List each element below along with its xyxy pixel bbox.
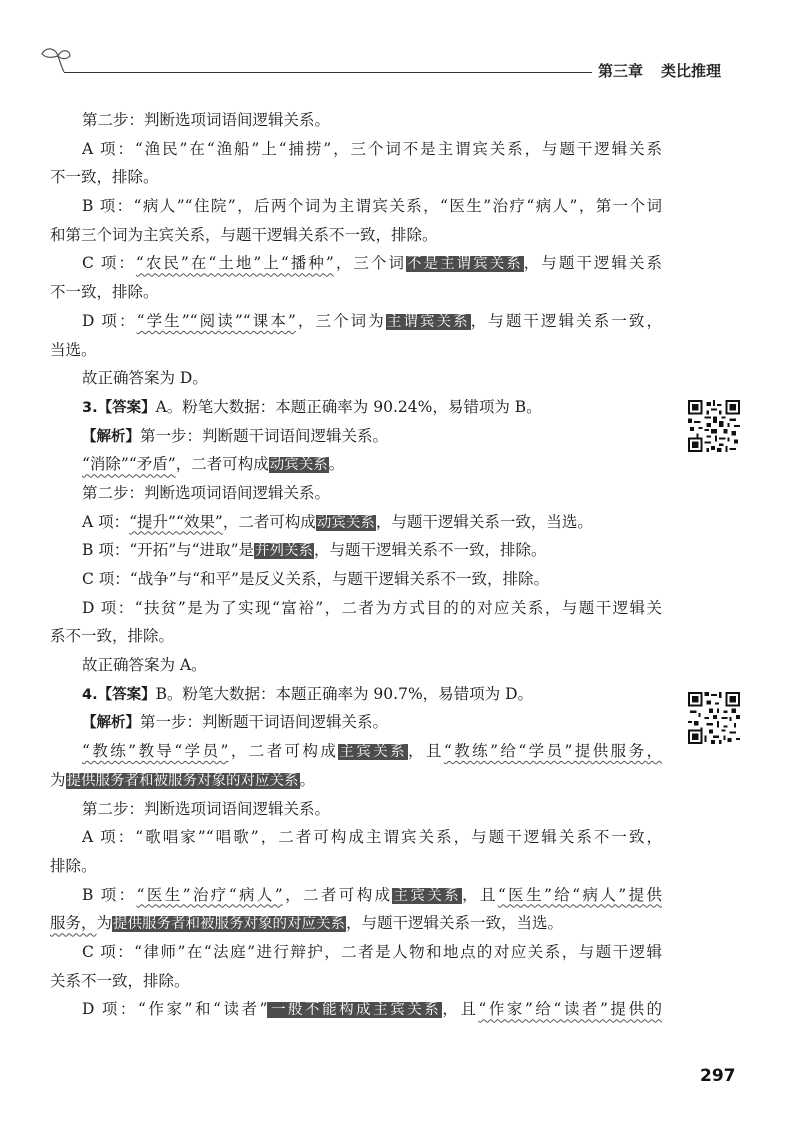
text-line [50,450,662,479]
wavy-underlined-text: “作家”给“读者”提供的 [478,1000,662,1019]
text-run: B 项：“开拓”与“进取”是 [82,541,255,560]
text-run: ，三个词 [333,254,407,273]
wavy-underlined-text: “学生”“阅读”“课本” [136,311,296,330]
qr-code-icon[interactable] [688,692,740,744]
text-run: ，二者可构成 [228,742,339,761]
text-line [50,221,662,250]
wavy-underlined-text: “消除”“矛盾” [82,455,176,474]
text-run: 为 [50,770,66,789]
text-run: 不一致，排除。 [50,168,159,187]
text-run: 当选。 [50,340,97,359]
wavy-underlined-text: “农民”在“土地”上“播种” [135,254,334,273]
bold-label: 【解析】 [82,428,140,445]
text-run: B 项：“病人”“住院”，后两个词为主谓宾关系，“医生”治疗“病人”，第一个词 [82,197,662,216]
bold-label: 3.【答案】 [82,399,156,416]
text-line [50,565,662,594]
page-header [0,0,800,90]
text-run: D 项：“作家”和“读者” [82,1000,268,1019]
bold-label: 4.【答案】 [82,686,156,703]
text-line [50,364,662,393]
text-line [50,192,662,221]
text-line [50,163,662,192]
text-line [50,967,662,996]
wavy-underlined-text: “教练”给“学员”提供服务， [443,742,662,761]
text-run: 。 [328,455,345,474]
text-run: ，二者可构成 [222,512,316,531]
text-run: 第一步：判断题干词语间逻辑关系。 [140,426,389,445]
text-line [50,135,662,164]
text-run: D 项：“扶贫”是为了实现“富裕”，二者为方式目的的对应关系，与题干逻辑关 [82,598,662,617]
chapter-number: 第三章 [598,62,644,80]
text-line [50,737,662,766]
highlighted-term: 一般不能构成主宾关系 [268,1002,442,1019]
text-run: 和第三个词为主宾关系，与题干逻辑关系不一致，排除。 [50,225,438,244]
highlighted-term: 不是主谓宾关系 [407,256,523,273]
text-run: 第二步：判断选项词语间逻辑关系。 [82,483,331,502]
text-line [50,278,662,307]
wavy-underlined-text: “提升”“效果” [129,512,223,531]
text-run: 为 [96,914,113,933]
text-run: D 项： [82,311,137,330]
text-line [50,249,662,278]
text-run: ，与题干逻辑关系一致， [470,311,662,330]
text-run: ，且 [442,1000,479,1019]
text-run: A。粉笔大数据：本题正确率为 90.24%，易错项为 B。 [155,397,542,416]
text-line [50,106,662,135]
highlighted-term: 主谓宾关系 [386,313,470,330]
text-run: A 项：“渔民”在“渔船”上“捕捞”，三个词不是主谓宾关系，与题干逻辑关系 [82,139,662,158]
text-line [50,336,662,365]
text-run: C 项： [82,254,136,273]
text-run: 。 [299,770,316,789]
wavy-underlined-text: 服务， [50,914,97,933]
text-run: 第一步：判断题干词语间逻辑关系。 [140,713,389,732]
highlighted-term: 提供服务者和被服务对象的对应关系 [113,916,346,933]
text-line [50,852,662,881]
page-number: 297 [700,1066,736,1086]
text-line [50,909,662,938]
highlighted-term: 并列关系 [255,543,314,560]
text-run: ，且 [462,885,498,904]
text-run: 排除。 [50,856,97,875]
text-run: ，与题干逻辑关系不一致，排除。 [314,541,547,560]
text-line [50,307,662,336]
text-run: ，二者可构成 [175,455,269,474]
text-run: ，三个词为 [295,311,386,330]
text-run: A 项： [82,512,130,531]
text-line [50,594,662,623]
text-line [50,938,662,967]
text-run: ，与题干逻辑关系一致，当选。 [375,512,593,531]
text-line [50,508,662,537]
text-line [50,680,662,709]
text-line [50,393,662,422]
chapter-title: 类比推理 [661,62,722,80]
text-line [50,995,662,1024]
wavy-underlined-text: “医生”给“病人”提供 [497,885,662,904]
text-run: ，二者可构成 [282,885,393,904]
text-run: ，与题干逻辑关系一致，当选。 [346,914,564,933]
header-rule [64,72,592,73]
text-line [50,766,662,795]
text-run: 不一致，排除。 [50,283,159,302]
wavy-underlined-text: “教练”教导“学员” [82,742,229,761]
answer-explanation-body [50,106,662,1024]
text-run: 故正确答案为 D。 [82,369,208,388]
text-line [50,622,662,651]
text-line [50,536,662,565]
text-line [50,795,662,824]
highlighted-term: 动宾关系 [316,514,375,531]
text-run: B 项： [82,885,137,904]
text-line [50,422,662,451]
text-run: C 项：“律师”在“法庭”进行辩护，二者是人物和地点的对应关系，与题干逻辑 [82,942,662,961]
highlighted-term: 动宾关系 [269,457,328,474]
text-run: 故正确答案为 A。 [82,656,207,675]
highlighted-term: 主宾关系 [393,887,462,904]
text-run: ，且 [408,742,444,761]
bold-label: 【解析】 [82,715,140,732]
chapter-heading [598,60,721,81]
text-run: 第二步：判断选项词语间逻辑关系。 [82,799,331,818]
text-run: B。粉笔大数据：本题正确率为 90.7%，易错项为 D。 [155,684,534,703]
text-line [50,708,662,737]
text-line [50,651,662,680]
text-run: 第二步：判断选项词语间逻辑关系。 [82,111,331,129]
qr-code-icon[interactable] [688,400,740,452]
text-run: 关系不一致，排除。 [50,971,190,990]
text-line [50,881,662,910]
text-run: C 项：“战争”与“和平”是反义关系，与题干逻辑关系不一致，排除。 [82,570,549,588]
text-run: ，与题干逻辑关系 [523,254,662,273]
highlighted-term: 主宾关系 [339,744,408,761]
text-run: A 项：“歌唱家”“唱歌”，二者可构成主谓宾关系，与题干逻辑关系不一致， [82,828,662,847]
highlighted-term: 提供服务者和被服务对象的对应关系 [66,772,299,789]
wavy-underlined-text: “医生”治疗“病人” [136,885,283,904]
text-run: 系不一致，排除。 [50,627,175,646]
text-line [50,823,662,852]
sprout-leaf-icon [38,44,74,74]
text-line [50,479,662,508]
